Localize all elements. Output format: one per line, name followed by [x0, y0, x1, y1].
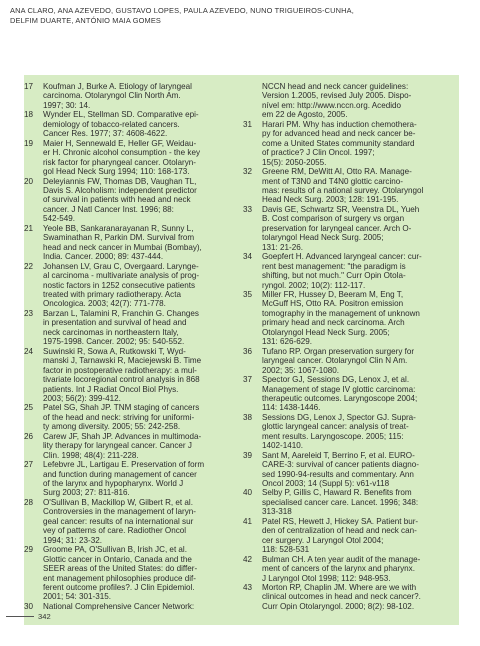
reference-text: [262, 120, 443, 167]
reference-item: [243, 82, 443, 120]
reference-line: Cancer Res. 1977; 37: 4608-4622.: [43, 129, 168, 139]
reference-text: [262, 290, 443, 347]
reference-number: 20: [24, 176, 34, 186]
reference-line: Carew JF, Shah JP. Advances in multimoda-: [43, 431, 202, 441]
references-right-column: [243, 82, 443, 611]
reference-item: [24, 498, 224, 545]
reference-line: patients. Int J Radiat Oncol Biol Phys.: [43, 384, 179, 394]
reference-line: and function during management of cancer: [43, 469, 197, 479]
reference-line: SEER areas of the United States: do differ-: [43, 564, 198, 574]
reference-text: [43, 309, 224, 347]
reference-line: Glottic cancer in Ontario, Canada and the: [43, 554, 192, 564]
reference-item: [24, 432, 224, 460]
reference-line: Otolaryngol Head Neck Surg. 2005;: [262, 327, 390, 337]
reference-number: 24: [24, 346, 34, 356]
reference-line: tolaryngol Head Neck Surg. 2005;: [262, 233, 384, 243]
reference-line: Sant M, Aareleid T, Berrino F, et al. EURO-: [262, 450, 415, 460]
reference-line: 114: 1438-1446.: [262, 403, 321, 413]
reference-item: [243, 583, 443, 611]
reference-line: 1997; 30: 14.: [43, 100, 91, 110]
reference-number: 26: [24, 431, 34, 441]
reference-text: [262, 252, 443, 290]
reference-line: Controversies in the management of laryn-: [43, 507, 196, 517]
reference-line: preservation for laryngeal cancer. Arch O-: [262, 223, 412, 233]
reference-number: 29: [24, 545, 34, 555]
reference-line: rent best management: "the paradigm is: [262, 261, 406, 271]
reference-number: 19: [24, 138, 34, 148]
reference-line: India. Cancer. 2000; 89: 437-444.: [43, 252, 164, 262]
reference-item: [24, 309, 224, 347]
reference-item: [243, 205, 443, 252]
reference-item: [243, 252, 443, 290]
reference-line: nostic factors in 1252 consecutive patients: [43, 280, 196, 290]
reference-item: [24, 224, 224, 262]
reference-line: den of centralization of head and neck can-: [262, 526, 417, 536]
reference-line: ment of T3N0 and T4N0 glottic carcino-: [262, 176, 403, 186]
authors-line-1: ANA CLARO, ANA AZEVEDO, GUSTAVO LOPES, PAULA AZEVEDO, NUNO TRIGUEIROS-CUNHA,: [10, 6, 354, 15]
reference-text: [262, 451, 443, 489]
reference-line: Suwinski R, Sowa A, Rutkowski T, Wyd-: [43, 346, 186, 356]
reference-line: Groome PA, O'Sullivan B, Irish JC, et al.: [43, 545, 187, 555]
page-footer: [6, 612, 86, 621]
reference-line: Yeole BB, Sankaranarayanan R, Sunny L,: [43, 223, 194, 233]
reference-text: [43, 262, 224, 309]
reference-number: 42: [243, 554, 253, 564]
reference-line: J Laryngol Otol 1998; 112: 948-953.: [262, 573, 391, 583]
reference-line: 131: 21-26.: [262, 242, 303, 252]
reference-text: [43, 139, 224, 177]
reference-line: 2002; 35: 1067-1080.: [262, 365, 339, 375]
reference-line: Oncologica. 2003; 42(7): 771-778.: [43, 299, 166, 309]
reference-item: [24, 347, 224, 404]
reference-text: [43, 432, 224, 460]
reference-number: 23: [24, 308, 34, 318]
reference-line: of the head and neck: striving for uniformi-: [43, 412, 195, 422]
reference-line: primary head and neck carcinoma. Arch: [262, 318, 405, 328]
reference-line: shifting, but not much." Curr Opin Otola-: [262, 271, 406, 281]
reference-item: [243, 517, 443, 555]
reference-line: tomography in the management of unknown: [262, 308, 420, 318]
reference-number: 34: [243, 252, 253, 262]
reference-line: Clin. 1998; 48(4): 211-228.: [43, 450, 139, 460]
references-left-column: [24, 82, 224, 611]
reference-number: 22: [24, 261, 34, 271]
reference-item: [24, 545, 224, 602]
reference-line: of practice? J Clin Oncol. 1997;: [262, 148, 375, 158]
reference-line: Swaminathan R, Parkin DM. Survival from: [43, 233, 195, 243]
reference-line: 2003; 56(2): 399-412.: [43, 393, 121, 403]
reference-item: [24, 602, 224, 611]
reference-line: Curr Opin Otolaryngol. 2000; 8(2): 98-102.: [262, 601, 415, 611]
reference-text: [43, 602, 224, 611]
reference-line: manski J, Tarnawski R, Maciejewski B. Time: [43, 356, 202, 366]
reference-line: er H. Chronic alcohol consumption - the key: [43, 148, 201, 158]
footer-rule: [6, 616, 34, 617]
reference-text: [43, 177, 224, 224]
reference-item: [24, 82, 224, 110]
reference-line: B. Cost comparison of surgery vs organ: [262, 214, 405, 224]
reference-number: 32: [243, 167, 253, 177]
reference-line: vey of patterns of care. Radiother Oncol: [43, 526, 187, 536]
reference-line: 2001; 54: 301-315.: [43, 592, 111, 602]
reference-item: [24, 262, 224, 309]
reference-line: mas: results of a national survey. Otolaryngol: [262, 185, 424, 195]
reference-line: Head Neck Surg. 2003; 128: 191-195.: [262, 195, 399, 205]
reference-text: [43, 498, 224, 545]
running-header: [10, 6, 440, 26]
reference-line: treated with primary radiotherapy. Acta: [43, 289, 181, 299]
reference-number: 41: [243, 516, 253, 526]
reference-number: [243, 82, 262, 120]
reference-line: Morton RP, Chaplin JM. Where are we with: [262, 583, 417, 593]
reference-number: 37: [243, 375, 253, 385]
reference-line: Bulman CH. A ten year audit of the manage-: [262, 554, 421, 564]
reference-line: Johansen LV, Grau C, Overgaard. Larynge-: [43, 261, 199, 271]
reference-text: [43, 545, 224, 602]
reference-item: [24, 403, 224, 431]
reference-line: gol Head Neck Surg 1994; 110: 168-173.: [43, 167, 190, 177]
reference-line: come a United States community standard: [262, 138, 415, 148]
reference-line: Lefebvre JL, Lartigau E. Preservation of form: [43, 460, 205, 470]
reference-text: [43, 82, 224, 110]
reference-text: [262, 347, 443, 375]
reference-line: Patel SG, Shah JP. TNM staging of cancers: [43, 403, 200, 413]
reference-line: factor in postoperative radiotherapy: a mul-: [43, 365, 197, 375]
reference-line: Barzan L, Talamini R, Franchin G. Changes: [43, 308, 199, 318]
reference-number: 18: [24, 110, 34, 120]
reference-text: [262, 583, 443, 611]
reference-number: 30: [24, 601, 34, 611]
reference-number: 43: [243, 583, 253, 593]
reference-line: carcinoma. Otolaryngol Clin North Am.: [43, 91, 181, 101]
reference-line: Harari PM. Why has induction chemothera-: [262, 119, 417, 129]
reference-number: 17: [24, 82, 34, 91]
reference-line: 1975-1998. Cancer. 2002; 95: 540-552.: [43, 337, 185, 347]
reference-line: Davis GE, Schwartz SR, Veenstra DL, Yueh: [262, 204, 420, 214]
reference-line: therapeutic outcomes. Laryngoscope 2004;: [262, 393, 418, 403]
reference-line: 542-549.: [43, 214, 75, 224]
reference-number: 35: [243, 289, 253, 299]
reference-line: McGuff HS, Otto RA. Positron emission: [262, 299, 404, 309]
reference-line: in presentation and survival of head and: [43, 318, 187, 328]
reference-line: Spector GJ, Sessions DG, Lenox J, et al.: [262, 375, 410, 385]
reference-line: Wynder EL, Stellman SD. Comparative epi-: [43, 110, 199, 120]
reference-text: [43, 110, 224, 138]
page-number: 342: [38, 612, 51, 621]
reference-item: [24, 110, 224, 138]
reference-item: [24, 177, 224, 224]
reference-text: [262, 205, 443, 252]
reference-line: Oncol 2003; 14 (Suppl 5): v61-v118: [262, 479, 390, 489]
reference-line: 1994; 31: 23-32.: [43, 535, 102, 545]
reference-line: NCCN head and neck cancer guidelines:: [262, 82, 409, 91]
reference-line: demiology of tobacco-related cancers.: [43, 119, 180, 129]
reference-line: Selby P, Gillis C, Haward R. Benefits from: [262, 488, 412, 498]
reference-line: neck carcinomas in northeastern Italy,: [43, 327, 179, 337]
reference-line: tivariate locoregional control analysis in 868: [43, 375, 200, 385]
reference-line: CARE-3: survival of cancer patients diagno-: [262, 460, 420, 470]
reference-line: risk factor for pharyngeal cancer. Otolaryn-: [43, 157, 196, 167]
reference-line: ferent outcome profiles?. J Clin Epidemiol.: [43, 583, 195, 593]
reference-line: 313-318: [262, 507, 292, 517]
reference-number: 39: [243, 450, 253, 460]
reference-text: [262, 82, 443, 120]
reference-item: [243, 167, 443, 205]
reference-line: National Comprehensive Cancer Network:: [43, 601, 195, 611]
reference-item: [243, 488, 443, 516]
reference-line: py for advanced head and neck cancer be-: [262, 129, 416, 139]
reference-line: em 22 de Agosto, 2005.: [262, 110, 348, 120]
reference-number: 40: [243, 488, 253, 498]
reference-text: [262, 375, 443, 413]
reference-text: [43, 403, 224, 431]
reference-number: 27: [24, 460, 34, 470]
reference-line: of the larynx and hypopharynx. World J: [43, 479, 184, 489]
reference-item: [243, 120, 443, 167]
reference-line: Deleyiannis FW, Thomas DB, Vaughan TL,: [43, 176, 197, 186]
reference-line: ment results. Laryngoscope. 2005; 115:: [262, 431, 404, 441]
reference-line: al carcinoma - multivariate analysis of prog-: [43, 271, 200, 281]
reference-line: Maier H, Sennewald E, Heller GF, Weidau-: [43, 138, 197, 148]
reference-line: Greene RM, DeWitt AI, Otto RA. Manage-: [262, 167, 412, 177]
reference-number: 38: [243, 412, 253, 422]
reference-line: 15(5): 2050-2055.: [262, 157, 327, 167]
reference-line: sed 1990-94-results and commentary. Ann: [262, 469, 414, 479]
reference-item: [24, 139, 224, 177]
reference-line: glottic laryngeal cancer: analysis of treat-: [262, 422, 409, 432]
reference-line: Surg 2003; 27: 811-816.: [43, 488, 130, 498]
reference-text: [43, 460, 224, 498]
reference-line: cer surgery. J Laryngol Otol 2004;: [262, 535, 384, 545]
reference-number: 31: [243, 119, 253, 129]
reference-line: laryngeal cancer. Otolaryngol Clin N Am.: [262, 356, 408, 366]
reference-line: ment of cancers of the larynx and pharynx.: [262, 564, 415, 574]
reference-line: lity therapy for laryngeal cancer. Cancer J: [43, 441, 192, 451]
reference-line: ty among diversity. 2005; 55: 242-258.: [43, 422, 181, 432]
reference-line: Koufman J, Burke A. Etiology of laryngeal: [43, 82, 192, 91]
reference-line: nível em: http://www.nccn.org. Acedido: [262, 100, 402, 110]
reference-item: [243, 347, 443, 375]
reference-line: Davis S. Alcoholism: independent predictor: [43, 185, 197, 195]
reference-line: head and neck cancer in Mumbai (Bombay),: [43, 242, 202, 252]
reference-line: clinical outcomes in head and neck cancer?.: [262, 592, 421, 602]
reference-item: [243, 555, 443, 583]
reference-line: Version 1.2005, revised July 2005. Dispo-: [262, 91, 412, 101]
reference-number: 33: [243, 204, 253, 214]
reference-line: geal cancer: results of na international sur: [43, 516, 194, 526]
reference-line: Patel RS, Hewett J, Hickey SA. Patient bur-: [262, 516, 419, 526]
authors-line-2: DELFIM DUARTE, ANTÓNIO MAIA GOMES: [10, 16, 162, 25]
reference-number: 36: [243, 346, 253, 356]
reference-line: ent management philosophies produce dif-: [43, 573, 196, 583]
reference-line: 131: 626-629.: [262, 337, 312, 347]
reference-line: Tufano RP. Organ preservation surgery for: [262, 346, 415, 356]
reference-text: [43, 347, 224, 404]
reference-text: [262, 517, 443, 555]
reference-line: Management of stage IV glottic carcinoma:: [262, 384, 416, 394]
reference-text: [262, 555, 443, 583]
reference-text: [43, 224, 224, 262]
reference-item: [243, 290, 443, 347]
reference-line: O'Sullivan B, Mackillop W, Gilbert R, et al.: [43, 497, 193, 507]
reference-text: [262, 413, 443, 451]
reference-item: [243, 451, 443, 489]
reference-line: 118: 528-531: [262, 545, 310, 555]
reference-item: [243, 413, 443, 451]
reference-number: 25: [24, 403, 34, 413]
reference-line: 1402-1410.: [262, 441, 303, 451]
reference-line: specialised cancer care. Lancet. 1996; 348:: [262, 497, 419, 507]
reference-item: [243, 375, 443, 413]
reference-number: 28: [24, 497, 34, 507]
reference-line: of survival in patients with head and neck: [43, 195, 191, 205]
reference-item: [24, 460, 224, 498]
reference-line: Goepfert H. Advanced laryngeal cancer: cur-: [262, 252, 422, 262]
reference-line: Miller FR, Hussey D, Beeram M, Eng T,: [262, 289, 404, 299]
reference-line: Sessions DG, Lenox J, Spector GJ. Supra-: [262, 412, 416, 422]
reference-text: [262, 488, 443, 516]
reference-line: cancer. J Natl Cancer Inst. 1996; 88:: [43, 204, 174, 214]
reference-text: [262, 167, 443, 205]
reference-number: 21: [24, 223, 34, 233]
reference-line: ryngol. 2002; 10(2): 112-117.: [262, 280, 366, 290]
